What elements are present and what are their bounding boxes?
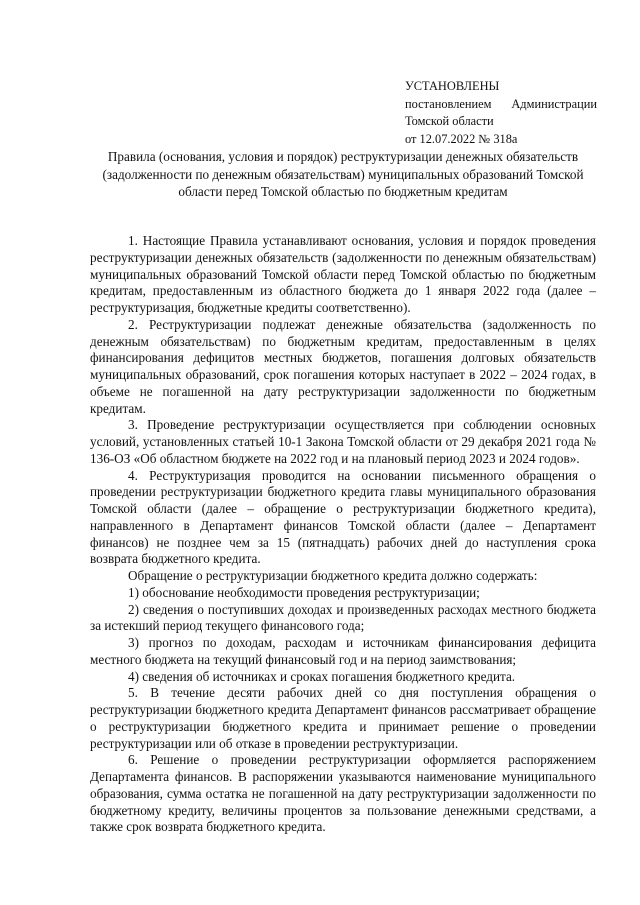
list-item-2: 2) сведения о поступивших доходах и произведенных расходах местного бюджета за истекший период текущего финансового года; <box>90 601 596 634</box>
paragraph-1: 1. Настоящие Правила устанавливают основания, условия и порядок проведения реструктуризации денежных обязательств (задолженности по денежным обязательствам) муниципальных образований Томской области перед Томской областью по бюджетным кредитам, предоставленным из областного бюджета до 1 января 2022 года (далее – реструктуризация, бюджетные кредиты соответственно). <box>90 233 596 315</box>
approval-region-line: Томской области <box>405 114 494 128</box>
document-title: Правила (основания, условия и порядок) реструктуризации денежных обязательств (задолженности по денежным обязательствам) муниципальных образований Томской области перед Томской областью по бюджетным кредитам <box>102 149 584 200</box>
list-item-3: 3) прогноз по доходам, расходам и источникам финансирования дефицита местного бюджета на текущий финансовый год и на период заимствования; <box>90 635 596 667</box>
approval-decree-line: постановлением Администрации <box>405 96 597 111</box>
approval-heading: УСТАНОВЛЕНЫ <box>405 79 500 93</box>
list-item-1: 1) обоснование необходимости проведения реструктуризации; <box>128 584 480 600</box>
approval-date-line: от 12.07.2022 № 318а <box>405 131 518 146</box>
document-body <box>90 233 596 836</box>
paragraph-3: 3. Проведение реструктуризации осуществляется при соблюдении основных условий, установленных статьей 10-1 Закона Томской области от 29 декабря 2021 года № 136-ОЗ «Об областном бюджете на 2022 год и на плановый период 2023 и 2024 годов». <box>90 417 596 466</box>
paragraph-request-contents: Обращение о реструктуризации бюджетного кредита должно содержать: <box>128 568 538 583</box>
list-item-4: 4) сведения об источниках и сроках погашения бюджетного кредита. <box>128 668 516 684</box>
paragraph-2: 2. Реструктуризации подлежат денежные обязательства (задолженность по денежным обязательствам) по бюджетным кредитам, предоставленным в целях финансирования дефицитов местных бюджетов, погашения долговых обязательств муниципальных образований, срок погашения которых наступает в 2022 – 2024 годах, в объеме не погашенной на дату реструктуризации задолженности по бюджетным кредитам. <box>90 316 596 416</box>
approval-stamp-block <box>405 78 605 148</box>
paragraph-6: 6. Решение о проведении реструктуризации оформляется распоряжением Департамента финансов. В распоряжении указываются наименование муниципального образования, сумма остатка не погашенной на дату реструктуризации задолженности по бюджетному кредиту, величины процентов за пользование денежными средствами, а также срок возврата бюджетного кредита. <box>90 752 596 835</box>
paragraph-4: 4. Реструктуризация проводится на основании письменного обращения о проведении реструктуризации бюджетного кредита главы муниципального образования Томской области (далее – обращение о реструктуризации бюджетного кредита), направленного в Департамент финансов Томской области (далее – Департамент финансов) не позднее чем за 15 (пятнадцать) рабочих дней до наступления срока возврата бюджетного кредита. <box>90 467 596 567</box>
paragraph-5: 5. В течение десяти рабочих дней со дня поступления обращения о реструктуризации бюджетного кредита Департамент финансов рассматривает обращение о реструктуризации бюджетного кредита и принимает решение о проведении реструктуризации или об отказе в проведении реструктуризации. <box>90 685 596 751</box>
